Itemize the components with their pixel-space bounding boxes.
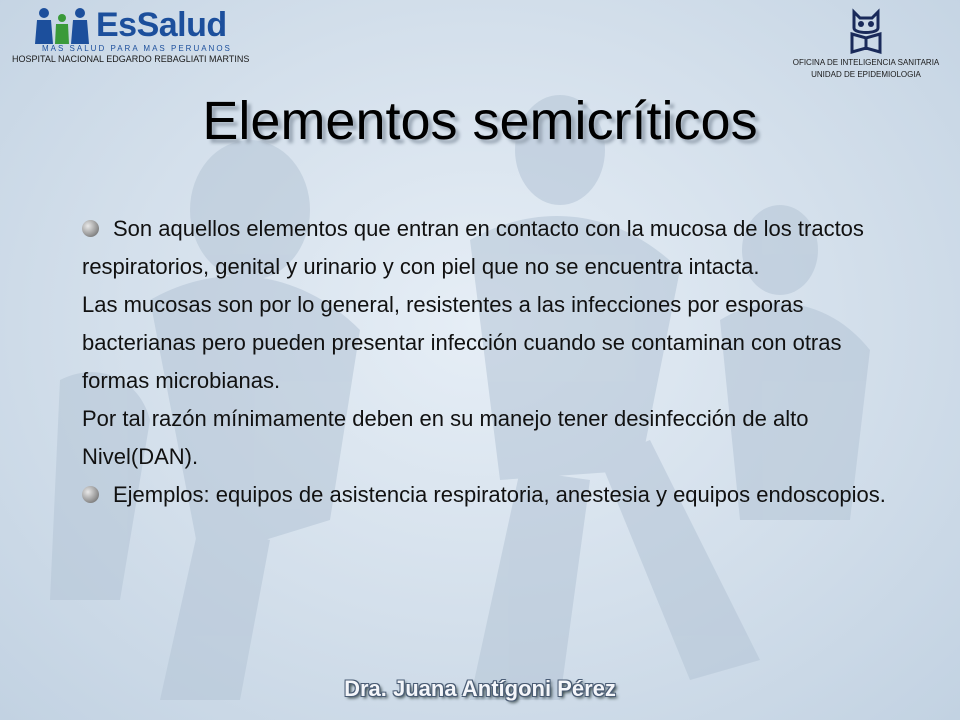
brand-tagline: MAS SALUD PARA MAS PERUANOS (42, 44, 232, 53)
office-line-2: UNIDAD DE EPIDEMIOLOGIA (811, 70, 921, 79)
slide-body (82, 210, 912, 514)
owl-book-icon (848, 8, 884, 54)
author-footer: Dra. Juana Antígoni Pérez (344, 676, 616, 701)
paragraph-3: Por tal razón mínimamente deben en su manejo tener desinfección de alto Nivel(DAN). (82, 406, 809, 469)
hospital-name: HOSPITAL NACIONAL EDGARDO REBAGLIATI MARTINS (12, 54, 250, 64)
bullet-icon (82, 486, 99, 503)
paragraph-4 (82, 476, 912, 514)
family-icon (32, 6, 92, 46)
paragraph-1-text: Son aquellos elementos que entran en contacto con la mucosa de los tractos respiratorios, genital y urinario y con piel que no se encuentra intacta. (82, 216, 864, 279)
bullet-icon (82, 220, 99, 237)
slide-title: Elementos semicríticos (202, 91, 758, 151)
paragraph-2: Las mucosas son por lo general, resistentes a las infecciones por esporas bacterianas pero pueden presentar infección cuando se contaminan con otras formas microbianas. (82, 292, 842, 393)
brand-name: EsSalud (96, 6, 227, 44)
office-line-1: OFICINA DE INTELIGENCIA SANITARIA (792, 58, 940, 67)
paragraph-1 (82, 210, 912, 286)
paragraph-4-text: Ejemplos: equipos de asistencia respiratoria, anestesia y equipos endoscopios. (113, 482, 886, 507)
office-logo (776, 8, 956, 88)
